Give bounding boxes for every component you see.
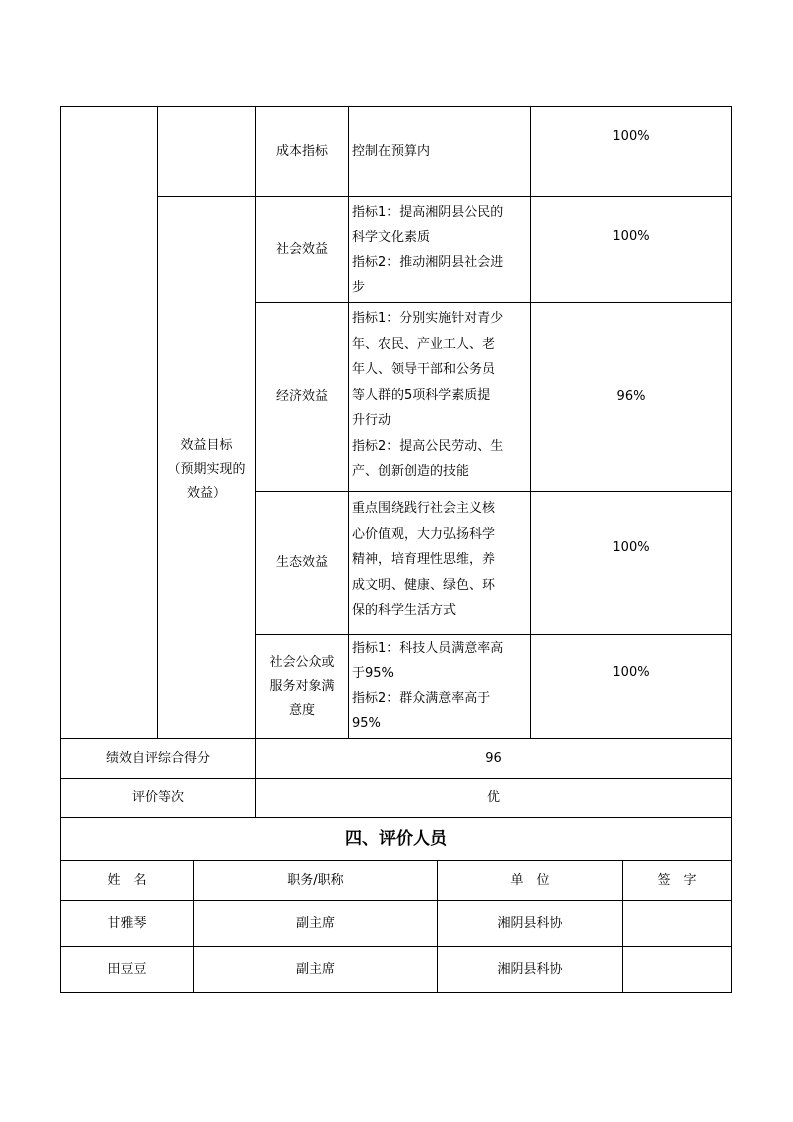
ecological-content-line: 心价值观，大力弘扬科学 [352,526,496,542]
evaluators-header-title: 职务/职称 [287,872,344,888]
score-value-cell [256,739,731,778]
benefit-group-cell [158,430,255,510]
evaluator-signature [623,947,731,992]
economic-content-cell [352,306,530,491]
economic-content-line: 年人、领导干部和公务员 [352,362,496,377]
satisfaction-content-line: 于95% [352,666,394,681]
cost-content-cell [352,107,530,196]
economic-content-line: 年、农民、产业工人、老 [352,336,496,352]
table-bottom-border [60,992,732,993]
section-title [61,818,731,860]
score-label-cell [61,739,255,778]
economic-content-line: 升行动 [352,413,392,428]
satisfaction-indicator-line: 服务对象满 [269,678,335,694]
ecological-content-line: 成文明、健康、绿色、环 [352,577,496,593]
satisfaction-content-line: 指标1：科技人员满意率高 [352,641,504,656]
evaluator-title: 副主席 [295,915,335,931]
economic-indicator-cell [256,303,348,491]
benefit-group-label-line: （预期实现的 [167,462,246,477]
ecological-content-cell [352,496,530,634]
social-indicator-label: 社会效益 [275,241,328,257]
evaluator-name: 甘雅琴 [107,915,147,931]
score-label: 绩效自评综合得分 [105,750,210,766]
ecological-indicator-cell [256,492,348,634]
satisfaction-indicator-line: 意度 [288,702,315,718]
satisfaction-content-line: 95% [352,716,381,731]
ecological-content-line: 保的科学生活方式 [352,603,457,618]
evaluators-header-name: 姓 名 [107,872,147,888]
cost-content-text: 控制在预算内 [352,143,431,159]
economic-content-line: 等人群的5项科学素质提 [352,387,491,403]
social-content-line: 指标1：提高湘阴县公民的 [352,205,504,220]
social-content-line: 指标2：推动湘阴县社会进 [352,255,504,270]
economic-value: 96% [616,389,646,404]
satisfaction-content-cell [352,636,530,738]
evaluator-unit: 湘阴县科协 [497,961,563,977]
score-value: 96 [485,750,502,766]
evaluators-header-unit: 单 位 [510,872,550,888]
ecological-content-line: 重点围绕践行社会主义核 [352,501,496,516]
economic-content-line: 产、创新创造的技能 [352,464,470,479]
satisfaction-value-cell [531,635,731,710]
ecological-value-cell [531,492,731,604]
benefit-group-label-line: 效益） [186,486,226,501]
ecological-value: 100% [612,540,650,555]
satisfaction-indicator-line: 社会公众或 [269,654,335,670]
cost-value: 100% [612,129,650,144]
ecological-content-line: 精神，培育理性思维，养 [352,552,496,567]
social-content-cell [352,200,530,302]
benefit-group-label-line: 效益目标 [180,438,233,453]
ecological-indicator-label: 生态效益 [275,555,328,570]
economic-indicator-label: 经济效益 [275,389,328,404]
social-indicator-cell [256,197,348,302]
economic-value-cell [531,303,731,491]
cost-indicator-cell [256,107,348,196]
evaluator-name: 田豆豆 [107,961,147,977]
economic-content-line: 指标1：分别实施针对青少 [352,311,504,326]
satisfaction-indicator-cell [256,635,348,738]
grade-value: 优 [486,790,500,805]
evaluators-header-signature: 签 字 [657,872,697,888]
evaluator-signature [623,901,731,946]
cost-indicator-label: 成本指标 [275,143,328,159]
col-divider [348,106,349,739]
cost-value-cell [531,128,731,148]
social-value-cell [531,197,731,277]
grade-value-cell [256,779,731,817]
grade-label: 评价等次 [131,790,184,805]
social-value: 100% [612,229,650,244]
section-title-text: 四、评价人员 [345,829,447,849]
economic-content-line: 指标2：提高公民劳动、生 [352,438,504,454]
evaluator-unit: 湘阴县科协 [497,915,563,931]
satisfaction-content-line: 指标2：群众满意率高于 [352,691,491,706]
evaluator-title: 副主席 [295,961,335,977]
satisfaction-value: 100% [612,664,650,680]
social-content-line: 步 [352,280,366,295]
social-content-line: 科学文化素质 [352,230,431,245]
table-right-border [731,106,732,993]
grade-label-cell [61,779,255,817]
col-divider [157,106,158,739]
